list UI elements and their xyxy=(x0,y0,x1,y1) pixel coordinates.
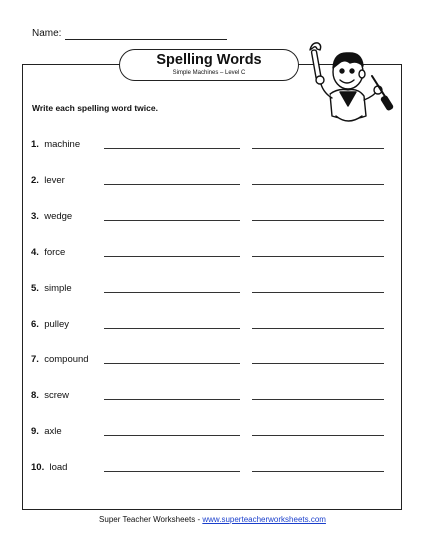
answer-line-2[interactable] xyxy=(252,435,384,436)
word-row xyxy=(0,280,425,300)
word-row xyxy=(0,459,425,479)
title-banner xyxy=(119,49,299,81)
word-number: 7. xyxy=(31,354,39,365)
answer-line-2[interactable] xyxy=(252,471,384,472)
word-number: 5. xyxy=(31,283,39,294)
word-label xyxy=(31,462,67,473)
word-number: 8. xyxy=(31,390,39,401)
name-label: Name: xyxy=(32,28,62,39)
word-number: 2. xyxy=(31,175,39,186)
word-number: 1. xyxy=(31,139,39,150)
answer-line-2[interactable] xyxy=(252,399,384,400)
footer-text: Super Teacher Worksheets - xyxy=(99,515,203,524)
word-row xyxy=(0,423,425,443)
word-row xyxy=(0,244,425,264)
word-number: 9. xyxy=(31,426,39,437)
answer-line-1[interactable] xyxy=(104,328,240,329)
word-label xyxy=(31,283,72,294)
answer-line-1[interactable] xyxy=(104,184,240,185)
word-label xyxy=(31,426,62,437)
word-text: simple xyxy=(44,283,72,294)
answer-line-1[interactable] xyxy=(104,256,240,257)
answer-line-2[interactable] xyxy=(252,363,384,364)
answer-line-1[interactable] xyxy=(104,435,240,436)
answer-line-2[interactable] xyxy=(252,220,384,221)
answer-line-2[interactable] xyxy=(252,292,384,293)
worksheet-title: Spelling Words xyxy=(156,52,262,68)
word-label xyxy=(31,319,69,330)
footer-link[interactable]: www.superteacherworksheets.com xyxy=(202,515,326,524)
word-text: compound xyxy=(44,354,89,365)
answer-line-2[interactable] xyxy=(252,256,384,257)
word-row xyxy=(0,351,425,371)
word-row xyxy=(0,387,425,407)
word-row xyxy=(0,316,425,336)
answer-line-1[interactable] xyxy=(104,471,240,472)
word-text: machine xyxy=(44,139,81,150)
word-number: 4. xyxy=(31,247,39,258)
word-number: 10. xyxy=(31,462,45,473)
answer-line-2[interactable] xyxy=(252,184,384,185)
answer-line-1[interactable] xyxy=(104,148,240,149)
word-text: load xyxy=(49,462,68,473)
answer-line-1[interactable] xyxy=(104,292,240,293)
answer-line-1[interactable] xyxy=(104,399,240,400)
boy-with-wrench-and-screwdriver-icon xyxy=(300,36,396,130)
instruction-text: Write each spelling word twice. xyxy=(32,103,158,113)
word-label xyxy=(31,354,89,365)
word-number: 3. xyxy=(31,211,39,222)
word-label xyxy=(31,247,65,258)
word-text: force xyxy=(44,247,66,258)
word-row xyxy=(0,172,425,192)
answer-line-1[interactable] xyxy=(104,363,240,364)
word-row xyxy=(0,136,425,156)
word-label xyxy=(31,139,80,150)
word-label xyxy=(31,211,72,222)
worksheet-subtitle: Simple Machines – Level C xyxy=(172,70,246,76)
word-text: lever xyxy=(44,175,65,186)
word-text: screw xyxy=(44,390,70,401)
word-row xyxy=(0,208,425,228)
word-label xyxy=(31,390,69,401)
word-label xyxy=(31,175,65,186)
word-text: wedge xyxy=(44,211,73,222)
word-text: axle xyxy=(44,426,62,437)
word-number: 6. xyxy=(31,319,39,330)
answer-line-2[interactable] xyxy=(252,328,384,329)
answer-line-2[interactable] xyxy=(252,148,384,149)
word-text: pulley xyxy=(44,319,70,330)
answer-line-1[interactable] xyxy=(104,220,240,221)
footer xyxy=(0,515,425,524)
